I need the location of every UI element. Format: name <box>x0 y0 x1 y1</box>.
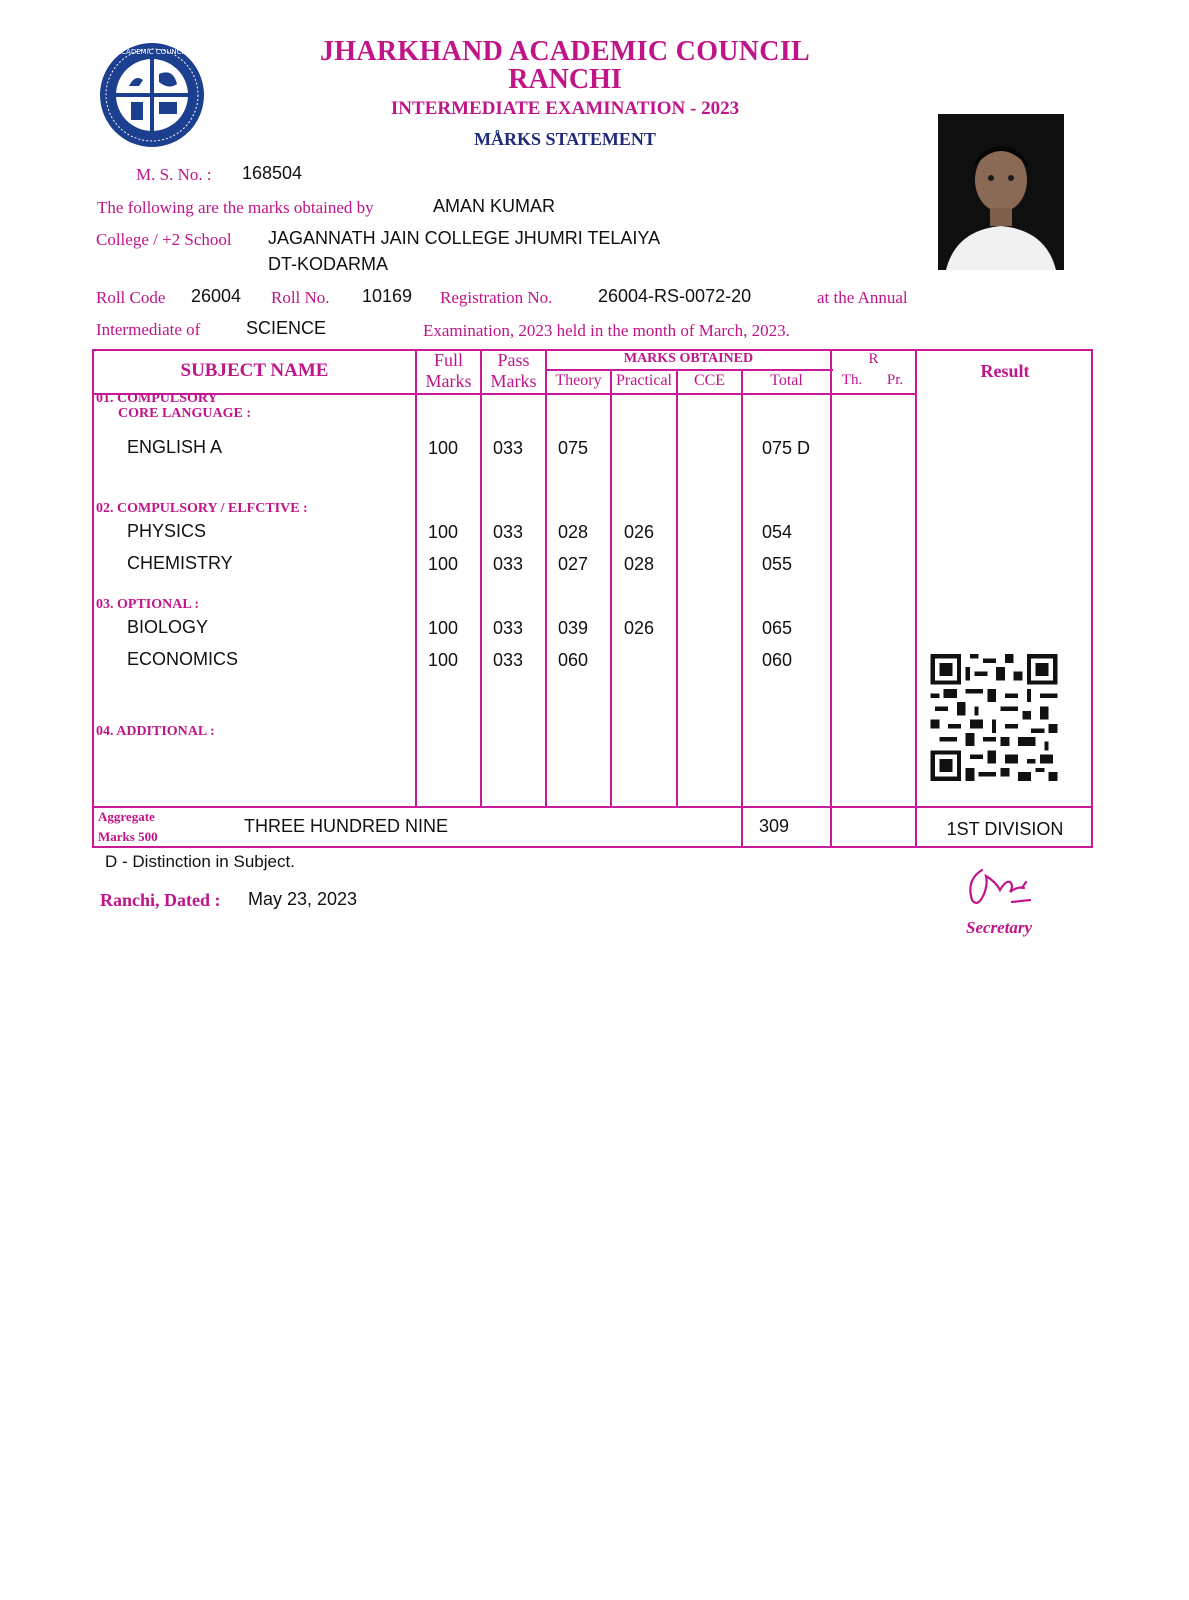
registration-label: Registration No. <box>440 288 553 307</box>
col-practical: Practical <box>616 372 672 389</box>
theory-marks: 060 <box>558 650 589 670</box>
section-compulsory-core-line1: 01. COMPULSORY <box>96 391 218 406</box>
col-full-marks-line1: Full <box>433 350 463 370</box>
practical-marks: 026 <box>624 618 655 638</box>
col-cce: CCE <box>693 372 726 389</box>
distinction-note: D - Distinction in Subject. <box>105 852 295 871</box>
full-marks: 100 <box>428 618 459 638</box>
aggregate-in-words: THREE HUNDRED NINE <box>244 816 449 836</box>
total-marks: 065 <box>762 618 793 638</box>
total-marks: 060 <box>762 650 793 670</box>
aggregate-label-line1: Aggregate <box>98 809 155 824</box>
total-marks: 054 <box>762 522 793 542</box>
pass-marks: 033 <box>493 522 524 542</box>
col-full-marks <box>417 350 480 392</box>
student-name: AMAN KUMAR <box>433 196 556 216</box>
full-marks: 100 <box>428 438 459 458</box>
stream-value: SCIENCE <box>246 318 327 338</box>
col-r-practical: Pr. <box>886 372 904 388</box>
stream-label: Intermediate of <box>96 320 201 339</box>
roll-code-label: Roll Code <box>96 288 166 307</box>
theory-marks: 075 <box>558 438 589 458</box>
full-marks: 100 <box>428 522 459 542</box>
pass-marks: 033 <box>493 554 524 574</box>
ms-no-label: M. S. No. : <box>136 165 212 184</box>
col-pass-marks-line2: Marks <box>490 371 537 391</box>
dated-label: Ranchi, Dated : <box>100 890 221 910</box>
col-r: R <box>868 351 879 367</box>
col-result: Result <box>980 361 1030 381</box>
roll-code-value: 26004 <box>191 286 242 306</box>
exam-held-text: Examination, 2023 held in the month of March, 2023. <box>423 321 790 340</box>
section-compulsory-core-line2: CORE LANGUAGE : <box>118 406 252 421</box>
col-total: Total <box>770 372 803 389</box>
council-city: RANCHI <box>508 64 622 95</box>
section-compulsory-core <box>96 391 251 421</box>
secretary-signature <box>960 862 1040 914</box>
secretary-label: Secretary <box>966 918 1033 937</box>
col-r-theory: Th. <box>841 372 863 388</box>
student-photo-image <box>938 114 1064 270</box>
logo-text: ACADEMIC COUNCIL <box>116 48 188 56</box>
theory-marks: 039 <box>558 618 589 638</box>
pass-marks: 033 <box>493 650 524 670</box>
student-photo <box>938 114 1064 270</box>
subject-name: ENGLISH A <box>127 437 223 457</box>
council-title: JHARKHAND ACADEMIC COUNCIL <box>319 36 811 67</box>
theory-marks: 028 <box>558 522 589 542</box>
section-additional: 04. ADDITIONAL : <box>96 724 215 739</box>
result-division: 1ST DIVISION <box>946 819 1064 839</box>
exam-title: INTERMEDIATE EXAMINATION - 2023 <box>390 98 740 119</box>
aggregate-label <box>98 807 158 847</box>
total-marks: 075 D <box>762 438 811 458</box>
name-label: The following are the marks obtained by <box>97 198 374 217</box>
col-pass-marks-line1: Pass <box>497 350 530 370</box>
ms-no-value: 168504 <box>242 163 303 183</box>
col-pass-marks <box>482 350 545 392</box>
college-name-line1: JAGANNATH JAIN COLLEGE JHUMRI TELAIYA <box>268 228 661 248</box>
roll-no-label: Roll No. <box>271 288 330 307</box>
college-name-line2: DT-KODARMA <box>268 254 389 274</box>
col-subject-name: SUBJECT NAME <box>180 360 329 381</box>
section-optional: 03. OPTIONAL : <box>96 597 200 612</box>
subject-name: PHYSICS <box>127 521 207 541</box>
aggregate-total: 309 <box>759 816 790 836</box>
pass-marks: 033 <box>493 618 524 638</box>
aggregate-label-line2: Marks 500 <box>98 829 158 844</box>
council-logo <box>97 42 207 148</box>
full-marks: 100 <box>428 554 459 574</box>
annual-text: at the Annual <box>817 288 908 307</box>
qr-code <box>927 654 1061 781</box>
section-compulsory-elective: 02. COMPULSORY / ELFCTIVE : <box>96 501 308 516</box>
col-full-marks-line2: Marks <box>425 371 472 391</box>
roll-no-value: 10169 <box>362 286 413 306</box>
subject-name: ECONOMICS <box>127 649 239 669</box>
practical-marks: 028 <box>624 554 655 574</box>
subject-name: CHEMISTRY <box>127 553 233 573</box>
registration-value: 26004-RS-0072-20 <box>598 286 752 306</box>
pass-marks: 033 <box>493 438 524 458</box>
issue-date: May 23, 2023 <box>248 889 358 909</box>
total-marks: 055 <box>762 554 793 574</box>
college-label: College / +2 School <box>96 230 232 249</box>
full-marks: 100 <box>428 650 459 670</box>
practical-marks: 026 <box>624 522 655 542</box>
theory-marks: 027 <box>558 554 589 574</box>
subject-name: BIOLOGY <box>127 617 209 637</box>
document-type: MÅRKS STATEMENT <box>474 129 656 149</box>
col-theory: Theory <box>555 372 602 389</box>
col-marks-obtained: MARKS OBTAINED <box>623 351 754 366</box>
